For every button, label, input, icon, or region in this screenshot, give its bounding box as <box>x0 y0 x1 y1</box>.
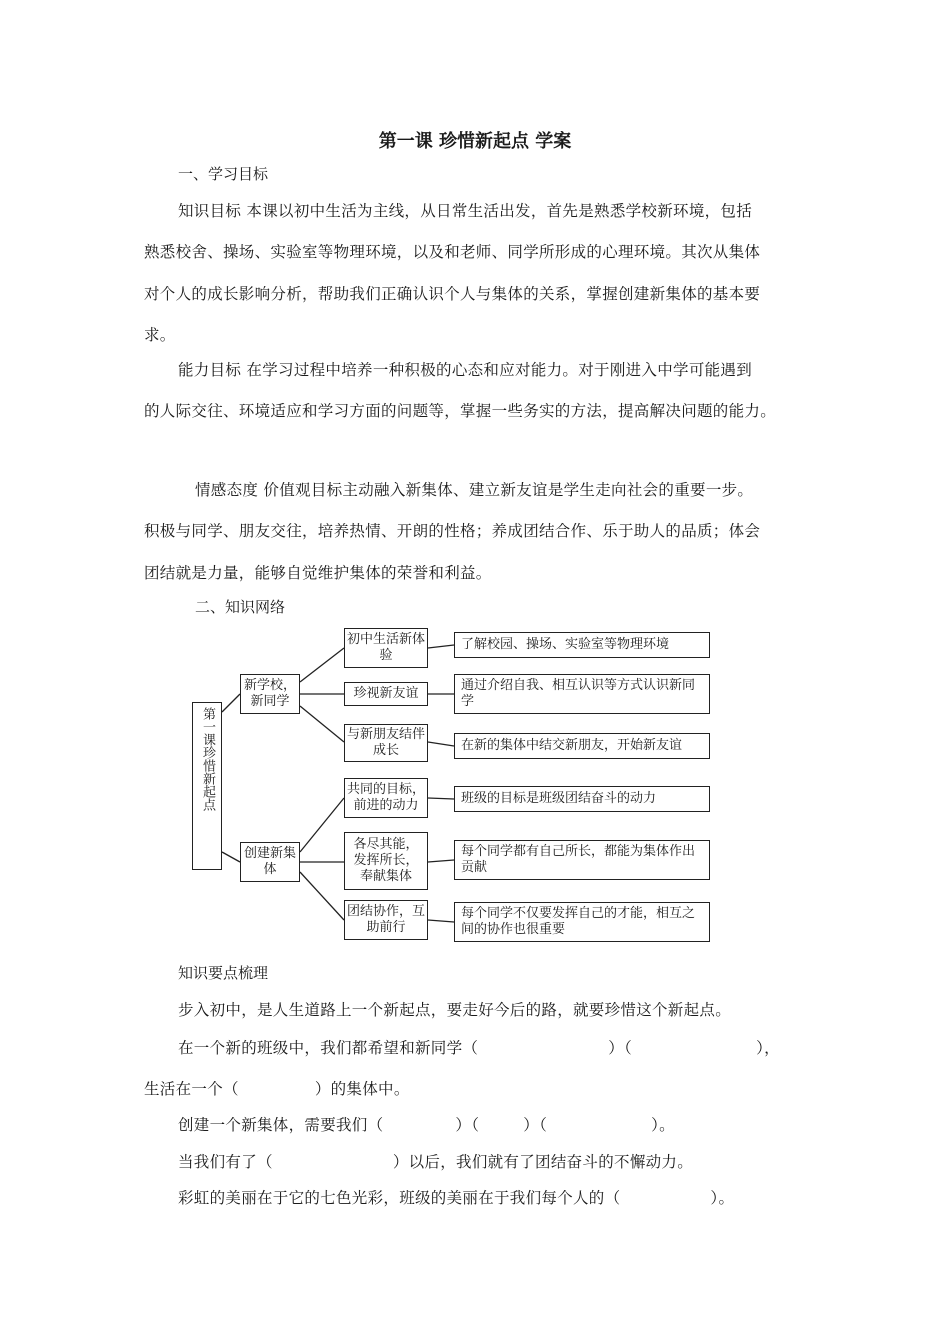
key-point-line3 <box>144 1077 410 1099</box>
network-connectors <box>188 622 714 944</box>
key-point-line4 <box>178 1113 675 1135</box>
knowledge-network-diagram <box>188 622 714 944</box>
knowledge-goal-line2: 熟悉校舍、操场、实验室等物理环境，以及和老师、同学所形成的心理环境。其次从集体 <box>144 243 761 261</box>
emotion-goal-line1: 情感态度 价值观目标主动融入新集体、建立新友谊是学生走向社会的重要一步。 <box>195 481 754 499</box>
emotion-goal-line3: 团结就是力量，能够自觉维护集体的荣誉和利益。 <box>144 564 492 582</box>
text: ）的集体中。 <box>314 1080 410 1098</box>
text: 在一个新的班级中，我们都希望和新同学（ <box>178 1039 479 1057</box>
text: ）（ <box>455 1116 480 1134</box>
knowledge-goal-line4: 求。 <box>144 326 176 344</box>
key-point-line2 <box>178 1036 780 1058</box>
knowledge-goal-line3: 对个人的成长影响分析，帮助我们正确认识个人与集体的关系，掌握创建新集体的基本要 <box>144 285 761 303</box>
text: ）。 <box>651 1116 675 1134</box>
desc-know-classmates: 通过介绍自我、相互认识等方式认识新同学 <box>454 674 710 714</box>
desc-cooperation-matters: 每个同学不仅要发挥自己的才能，相互之间的协作也很重要 <box>454 902 710 942</box>
text: ）（ <box>608 1039 633 1057</box>
ability-goal-line1: 能力目标 在学习过程中培养一种积极的心态和应对能力。对于刚进入中学可能遇到 <box>178 361 753 379</box>
page-title: 第一课 珍惜新起点 学案 <box>378 131 572 152</box>
section-heading-network: 二、知识网络 <box>195 598 286 616</box>
ability-goal-line2: 的人际交往、环境适应和学习方面的问题等，掌握一些务实的方法，提高解决问题的能力。 <box>144 402 777 420</box>
text: ）以后，我们就有了团结奋斗的不懈动力。 <box>392 1153 694 1171</box>
text: ）（ <box>523 1116 548 1134</box>
desc-class-goal: 班级的目标是班级团结奋斗的动力 <box>454 786 710 812</box>
knowledge-goal-line1: 知识目标 本课以初中生活为主线，从日常生活出发，首先是熟悉学校新环境，包括 <box>178 202 753 220</box>
text: ）。 <box>710 1189 735 1207</box>
desc-own-strengths: 每个同学都有自己所长，都能为集体作出贡献 <box>454 840 710 880</box>
key-point-line6 <box>178 1186 734 1208</box>
node-cooperation: 团结协作，互助前行 <box>344 900 428 940</box>
text: 创建一个新集体，需要我们（ <box>178 1116 384 1134</box>
key-point-line1: 步入初中，是人生道路上一个新起点，要走好今后的路，就要珍惜这个新起点。 <box>178 1001 732 1019</box>
section-heading-goals: 一、学习目标 <box>178 165 269 183</box>
desc-physical-environment: 了解校园、操场、实验室等物理环境 <box>454 632 710 658</box>
node-do-your-best: 各尽其能，发挥所长，奉献集体 <box>344 832 428 890</box>
node-common-goal: 共同的目标，前进的动力 <box>344 778 428 818</box>
text: 彩虹的美丽在于它的七色光彩，班级的美丽在于我们每个人的（ <box>178 1189 621 1207</box>
key-point-line5 <box>178 1150 693 1172</box>
branch-new-collective: 创建新集体 <box>240 842 300 882</box>
section-heading-key-points: 知识要点梳理 <box>178 964 269 982</box>
text: ）， <box>756 1039 780 1057</box>
node-cherish-friendship: 珍视新友谊 <box>344 682 428 706</box>
text: 生活在一个（ <box>144 1080 239 1098</box>
text: 当我们有了（ <box>178 1153 273 1171</box>
emotion-goal-line2: 积极与同学、朋友交往，培养热情、开朗的性格；养成团结合作、乐于助人的品质；体会 <box>144 522 761 540</box>
network-root: 第一课珍惜新起点 <box>192 702 222 870</box>
desc-new-friendship: 在新的集体中结交新朋友，开始新友谊 <box>454 733 710 759</box>
branch-new-school: 新学校，新同学 <box>240 674 300 714</box>
node-new-experience: 初中生活新体验 <box>344 628 428 668</box>
node-grow-together: 与新朋友结伴成长 <box>344 724 428 762</box>
